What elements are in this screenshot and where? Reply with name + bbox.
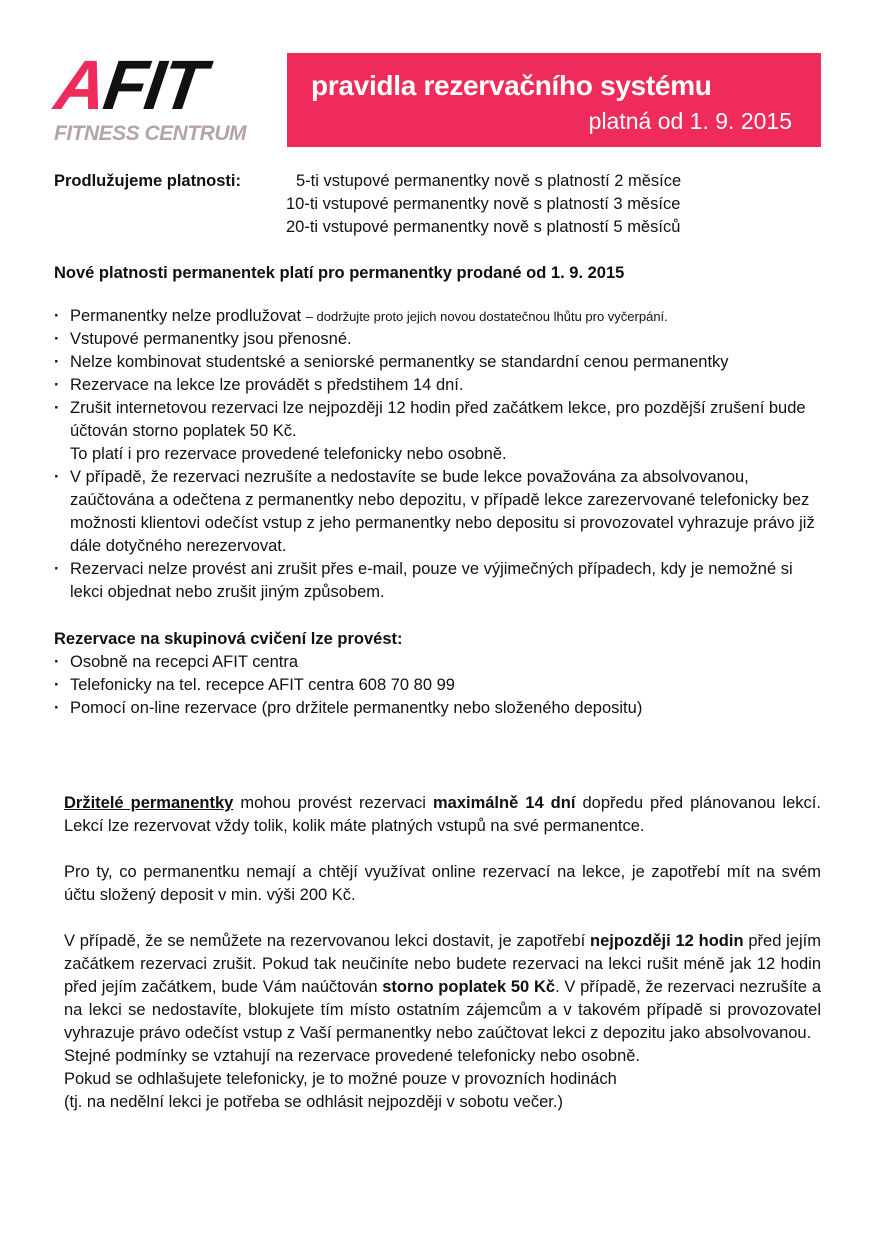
paragraph-text: před jejím začátkem rezervaci zrušit. Pokud tak neučiníte nebo budete rezervaci na lekci rušit méně jak 12 hodin před jejím začátkem, bude Vám naúčtován [64, 932, 821, 996]
rule-text: V případě, že rezervaci nezrušíte a nedostavíte se bude lekce považována za absolvovanou, zaúčtována a odečtena z permanentky nebo depozitu, v případě lekce zarezervované telefonicky bez možnosti klientovi odečíst vstup z jeho permanentky nebo depositu si provozovatel vyhrazuje právo již dále dotyčného nerezervovat. [70, 468, 815, 555]
rule-extra-text: To platí i pro rezervace provedené telefonicky nebo osobně. [70, 445, 507, 463]
deposit-paragraph: Pro ty, co permanentku nemají a chtějí využívat online rezervací na lekce, je zapotřebí mít na svém účtu složený deposit v min. výši 200 Kč. [64, 863, 821, 904]
phone-cancellation-line: Pokud se odhlašujete telefonicky, je to možné pouze v provozních hodinách [64, 1070, 617, 1088]
rules-list [54, 305, 824, 604]
validity-extension-item: 5-ti vstupové permanentky nově s platností 2 měsíce [296, 172, 682, 190]
holders-term: Držitelé permanentky [64, 794, 234, 812]
paragraph-text: . V případě, že rezervaci nezrušíte a na lekci se nedostavíte, blokujete tím místo ostatním zájemcům a v takovém případě si provozovatel vyhrazuje právo odečíst vstup z Vaší permanentky nebo zaúčtovat lekci z depozitu jako absolvovanou. [64, 978, 821, 1042]
booking-methods-list [54, 651, 824, 720]
holders-paragraph [64, 792, 821, 838]
page-subtitle-validity-date: platná od 1. 9. 2015 [588, 108, 792, 134]
conditions-line: Stejné podmínky se vztahují na rezervace provedené telefonicky nebo osobně. [64, 1047, 641, 1065]
rule-text: Permanentky nelze prodlužovat [70, 307, 306, 325]
logo-letter-a: A [50, 46, 111, 124]
validity-extension-section [54, 170, 824, 239]
validity-extension-item: 10-ti vstupové permanentky nově s platností 3 měsíce [286, 195, 681, 213]
paragraph-text: V případě, že se nemůžete na rezervovanou lekci dostavit, je zapotřebí [64, 932, 591, 950]
validity-extension-label: Prodlužujeme platnosti: [54, 172, 242, 190]
rule-text: Nelze kombinovat studentské a seniorské permanentky se standardní cenou permanentky [70, 353, 729, 371]
header-banner [287, 53, 821, 147]
paragraph-text: dopředu před plánovanou lekcí. Lekcí lze rezervovat vždy tolik, kolik máte platných vstupů na své permanentce. [64, 794, 821, 835]
logo-subtitle: FITNESS CENTRUM [54, 122, 246, 145]
afit-logo [50, 46, 272, 150]
booking-method-item: · Osobně na recepci AFIT centra [54, 651, 824, 674]
logo-wordmark [50, 46, 210, 124]
rule-item [54, 466, 824, 558]
rule-text: Rezervaci nelze provést ani zrušit přes e-mail, pouze ve výjimečných případech, kdy je nemožné si lekci objednat nebo zrušit jiným způsobem. [70, 560, 793, 601]
page-title: pravidla rezervačního systému [311, 70, 712, 101]
deadline-emphasis: nejpozději 12 hodin [590, 932, 744, 950]
logo-letters-fit: FIT [99, 46, 210, 124]
booking-method-item: · Telefonicky na tel. recepce AFIT centra 608 70 80 99 [54, 674, 824, 697]
rule-item [54, 397, 824, 466]
rule-item [54, 558, 824, 604]
max-days-emphasis: maximálně 14 dní [432, 794, 576, 812]
sunday-lesson-line: (tj. na nedělní lekci je potřeba se odhlásit nejpozději v sobotu večer.) [64, 1093, 563, 1111]
validity-note: Nové platnosti permanentek platí pro permanentky prodané od 1. 9. 2015 [54, 264, 625, 282]
paragraph-text: mohou provést rezervaci [233, 794, 433, 812]
validity-extension-item: 20-ti vstupové permanentky nově s platností 5 měsíců [286, 218, 681, 236]
booking-method-item: · Pomocí on-line rezervace (pro držitele permanentky nebo složeného depositu) [54, 697, 824, 720]
rule-text: Zrušit internetovou rezervaci lze nejpozději 12 hodin před začátkem lekce, pro pozdější zrušení bude účtován storno poplatek 50 Kč. [70, 399, 806, 440]
rule-text: Vstupové permanentky jsou přenosné. [70, 330, 352, 348]
rule-item [54, 374, 824, 397]
rule-item [54, 305, 824, 328]
rule-item [54, 328, 824, 351]
rule-note: – dodržujte proto jejich novou dostatečnou lhůtu pro vyčerpání. [305, 309, 668, 324]
details-section [64, 792, 821, 1114]
cancellation-paragraph [64, 930, 821, 1045]
validity-extension-list [286, 170, 681, 239]
rule-item [54, 351, 824, 374]
rule-text: Rezervace na lekce lze provádět s předstihem 14 dní. [70, 376, 464, 394]
booking-methods-title: Rezervace na skupinová cvičení lze provést: [54, 630, 403, 648]
cancellation-fee-emphasis: storno poplatek 50 Kč [382, 978, 556, 996]
rules-content [54, 170, 824, 720]
